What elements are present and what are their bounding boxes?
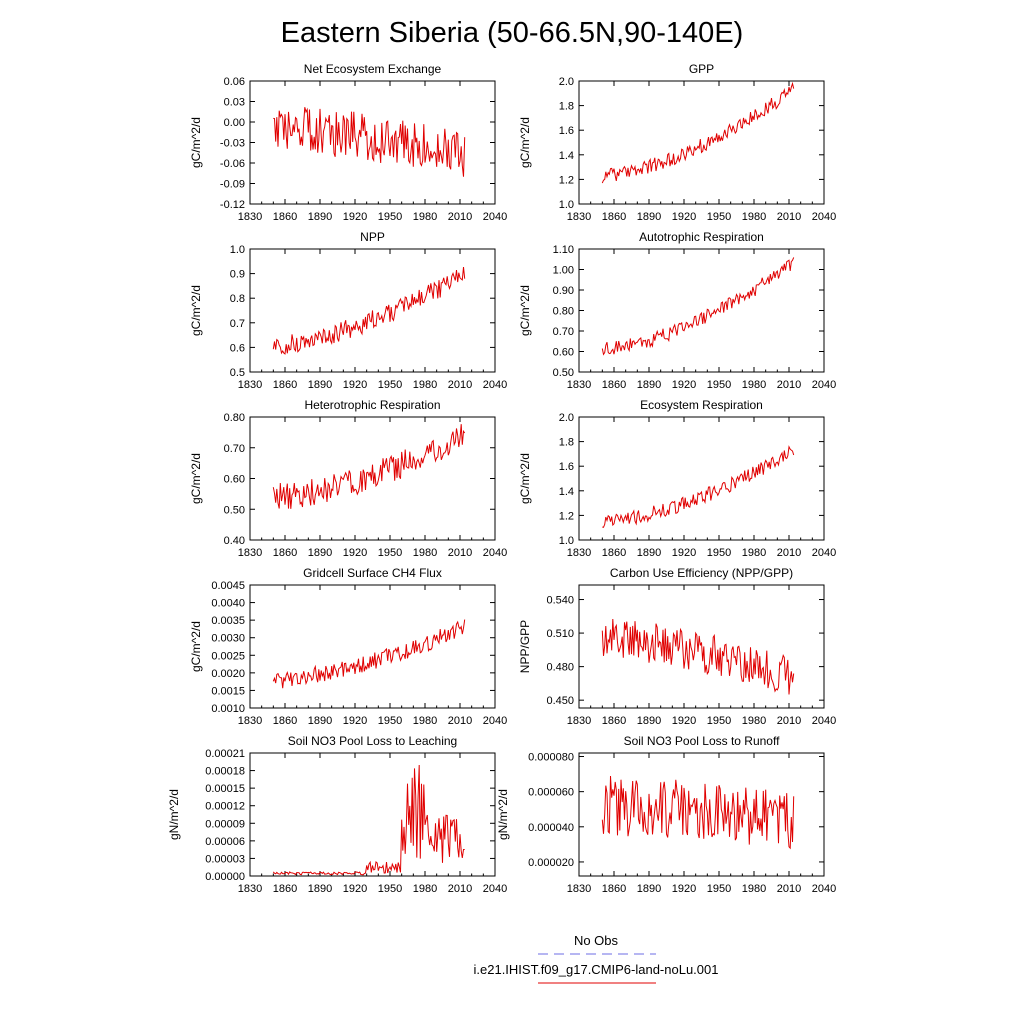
x-tick-label: 2040: [811, 715, 837, 727]
y-tick-label: 0.00015: [205, 783, 245, 796]
x-tick-label: 1950: [377, 883, 403, 895]
plot-frame: [250, 753, 495, 876]
panel-5: [189, 398, 507, 559]
y-tick-label: 0.00: [223, 117, 245, 129]
x-tick-label: 1890: [307, 211, 333, 223]
y-tick-label: 1.8: [558, 100, 574, 113]
x-tick-label: 1920: [342, 211, 368, 223]
x-tick-label: 2010: [447, 547, 473, 559]
x-tick-label: 2010: [447, 883, 473, 895]
series-line: [273, 620, 464, 689]
x-tick-label: 1830: [237, 379, 263, 391]
x-tick-label: 1890: [636, 715, 662, 727]
x-tick-label: 1860: [272, 883, 298, 895]
y-tick-label: 1.00: [552, 264, 574, 277]
y-tick-label: 1.0: [558, 199, 574, 211]
x-tick-label: 1920: [671, 211, 697, 223]
y-tick-label: 1.6: [558, 461, 574, 474]
y-axis-label: gC/m^2/d: [518, 285, 532, 336]
plot-frame: [579, 249, 824, 372]
x-tick-label: 1860: [601, 211, 627, 223]
x-tick-label: 1920: [342, 547, 368, 559]
plot-frame: [250, 417, 495, 540]
y-tick-label: 0.00012: [205, 800, 245, 813]
y-tick-label: 1.0: [558, 535, 574, 547]
x-tick-label: 2040: [482, 211, 508, 223]
x-tick-label: 1830: [566, 211, 592, 223]
panel-9: [167, 734, 507, 895]
x-tick-label: 1950: [377, 547, 403, 559]
x-tick-label: 1980: [741, 547, 767, 559]
x-tick-label: 2010: [776, 715, 802, 727]
series-line: [273, 267, 464, 354]
x-tick-label: 2040: [482, 715, 508, 727]
y-tick-label: 1.6: [558, 125, 574, 138]
y-axis-label: gC/m^2/d: [518, 453, 532, 504]
y-tick-label: 0.450: [546, 695, 574, 708]
y-tick-label: 0.60: [552, 346, 574, 359]
x-tick-label: 1920: [342, 379, 368, 391]
y-tick-label: 0.00003: [205, 853, 245, 866]
x-tick-label: 2040: [811, 547, 837, 559]
y-tick-label: 0.5: [229, 367, 245, 379]
legend-label-model: i.e21.IHIST.f09_g17.CMIP6-land-noLu.001: [473, 962, 719, 977]
x-tick-label: 1890: [636, 883, 662, 895]
x-tick-label: 1920: [671, 547, 697, 559]
y-tick-label: 0.00009: [205, 818, 245, 831]
x-tick-label: 1950: [706, 883, 732, 895]
y-tick-label: 0.50: [552, 367, 574, 379]
y-tick-label: 1.2: [558, 174, 574, 187]
x-tick-label: 1980: [412, 211, 438, 223]
legend-label-no-obs: No Obs: [573, 933, 619, 948]
y-tick-label: 0.40: [223, 535, 245, 547]
x-tick-label: 2010: [447, 379, 473, 391]
x-tick-label: 2040: [482, 883, 508, 895]
y-tick-label: -0.03: [219, 137, 245, 150]
panel-title: Autotrophic Respiration: [639, 230, 764, 244]
y-tick-label: 0.0010: [211, 703, 245, 715]
x-tick-label: 1920: [671, 715, 697, 727]
series-line: [602, 776, 793, 848]
y-tick-label: -0.12: [219, 199, 245, 211]
y-axis-label: gN/m^2/d: [496, 789, 510, 840]
y-tick-label: 0.510: [546, 628, 574, 641]
y-tick-label: 0.0025: [211, 650, 245, 663]
x-tick-label: 2010: [776, 379, 802, 391]
series-line: [273, 765, 464, 875]
x-tick-label: 1980: [741, 883, 767, 895]
y-tick-label: 0.00000: [205, 871, 245, 883]
panel-title: Heterotrophic Respiration: [304, 398, 441, 412]
y-tick-label: 1.10: [552, 244, 574, 256]
y-tick-label: 0.90: [552, 285, 574, 297]
y-tick-label: 0.0020: [211, 667, 245, 680]
y-axis-label: gC/m^2/d: [189, 117, 203, 168]
series-line: [273, 424, 464, 509]
x-tick-label: 1830: [566, 547, 592, 559]
y-tick-label: 0.8: [229, 293, 245, 306]
x-tick-label: 1890: [636, 547, 662, 559]
y-tick-label: 0.60: [223, 473, 245, 486]
panel-6: [518, 398, 836, 559]
x-tick-label: 2040: [482, 379, 508, 391]
y-tick-label: 0.480: [546, 661, 574, 674]
x-tick-label: 1980: [412, 883, 438, 895]
series-line: [273, 107, 464, 177]
x-tick-label: 1920: [342, 883, 368, 895]
x-tick-label: 2010: [776, 547, 802, 559]
x-tick-label: 1950: [706, 211, 732, 223]
y-axis-label: gC/m^2/d: [189, 453, 203, 504]
y-tick-label: 1.8: [558, 436, 574, 449]
x-tick-label: 2010: [447, 715, 473, 727]
plot-frame: [579, 417, 824, 540]
y-tick-label: 0.70: [552, 326, 574, 338]
panel-2: [518, 62, 836, 223]
y-tick-label: 0.000080: [528, 751, 574, 764]
panel-1: [189, 62, 507, 223]
x-tick-label: 2040: [811, 883, 837, 895]
x-tick-label: 1830: [566, 715, 592, 727]
x-tick-label: 1950: [377, 211, 403, 223]
y-axis-label: gC/m^2/d: [518, 117, 532, 168]
y-tick-label: -0.06: [219, 158, 245, 170]
x-tick-label: 1890: [307, 883, 333, 895]
y-tick-label: 0.9: [229, 268, 245, 281]
y-tick-label: 0.6: [229, 342, 245, 355]
x-tick-label: 1830: [237, 715, 263, 727]
x-tick-label: 1830: [566, 379, 592, 391]
y-axis-label: gN/m^2/d: [167, 789, 181, 840]
y-tick-label: 0.50: [223, 504, 245, 517]
x-tick-label: 1860: [272, 379, 298, 391]
x-tick-label: 2010: [776, 883, 802, 895]
x-tick-label: 1980: [412, 715, 438, 727]
x-tick-label: 1920: [342, 715, 368, 727]
x-tick-label: 1980: [741, 379, 767, 391]
x-tick-label: 1860: [601, 715, 627, 727]
panel-10: [496, 734, 836, 895]
y-tick-label: 0.000060: [528, 786, 574, 799]
series-line: [602, 619, 793, 695]
y-tick-label: 0.03: [223, 96, 245, 109]
x-tick-label: 1950: [706, 715, 732, 727]
x-tick-label: 2040: [811, 379, 837, 391]
x-tick-label: 1890: [307, 379, 333, 391]
x-tick-label: 1890: [307, 547, 333, 559]
x-tick-label: 1890: [636, 379, 662, 391]
y-tick-label: 0.80: [552, 305, 574, 318]
y-tick-label: 0.0040: [211, 597, 245, 610]
x-tick-label: 1830: [237, 883, 263, 895]
y-tick-label: 0.06: [223, 76, 245, 88]
panel-4: [518, 230, 836, 391]
legend: [474, 933, 719, 983]
y-tick-label: 2.0: [558, 76, 574, 88]
y-tick-label: 0.80: [223, 412, 245, 424]
y-tick-label: 1.0: [229, 244, 245, 256]
panel-title: GPP: [688, 62, 715, 76]
y-axis-label: gC/m^2/d: [189, 621, 203, 672]
x-tick-label: 1860: [601, 379, 627, 391]
y-tick-label: 1.2: [558, 510, 574, 523]
x-tick-label: 1950: [706, 379, 732, 391]
x-tick-label: 1980: [412, 379, 438, 391]
panel-title: Net Ecosystem Exchange: [303, 62, 442, 76]
y-tick-label: 0.540: [546, 594, 574, 607]
x-tick-label: 2010: [776, 211, 802, 223]
y-tick-label: 0.00018: [205, 765, 245, 778]
x-tick-label: 2040: [811, 211, 837, 223]
x-tick-label: 1980: [741, 715, 767, 727]
panel-title: Soil NO3 Pool Loss to Leaching: [287, 734, 458, 748]
series-line: [602, 84, 793, 184]
x-tick-label: 1860: [601, 547, 627, 559]
plot-frame: [250, 585, 495, 708]
plot-frame: [579, 81, 824, 204]
x-tick-label: 1830: [237, 211, 263, 223]
x-tick-label: 1950: [377, 379, 403, 391]
y-tick-label: 2.0: [558, 412, 574, 424]
x-tick-label: 2010: [447, 211, 473, 223]
x-tick-label: 1860: [272, 211, 298, 223]
x-tick-label: 1890: [636, 211, 662, 223]
y-tick-label: 0.70: [223, 442, 245, 455]
y-tick-label: 1.4: [558, 149, 574, 162]
series-line: [602, 257, 793, 354]
panel-8: [518, 566, 836, 727]
panel-title: Soil NO3 Pool Loss to Runoff: [623, 734, 780, 748]
panels: [167, 62, 836, 895]
y-tick-label: 0.000020: [528, 856, 574, 869]
y-tick-label: 1.4: [558, 485, 574, 498]
y-tick-label: 0.7: [229, 317, 245, 330]
x-tick-label: 2040: [482, 547, 508, 559]
series-line: [602, 447, 793, 528]
y-axis-label: gC/m^2/d: [189, 285, 203, 336]
x-tick-label: 1920: [671, 379, 697, 391]
x-tick-label: 1920: [671, 883, 697, 895]
panel-title: Ecosystem Respiration: [640, 398, 763, 412]
y-tick-label: -0.09: [219, 178, 245, 191]
y-tick-label: 0.00021: [205, 748, 245, 760]
x-tick-label: 1860: [601, 883, 627, 895]
y-tick-label: 0.0015: [211, 685, 245, 698]
y-tick-label: 0.0035: [211, 615, 245, 628]
y-tick-label: 0.0045: [211, 580, 245, 592]
x-tick-label: 1860: [272, 715, 298, 727]
panel-title: Carbon Use Efficiency (NPP/GPP): [609, 566, 794, 580]
panel-title: Gridcell Surface CH4 Flux: [303, 566, 442, 580]
y-tick-label: 0.00006: [205, 835, 245, 848]
x-tick-label: 1980: [412, 547, 438, 559]
x-tick-label: 1950: [706, 547, 732, 559]
figure-title: Eastern Siberia (50-66.5N,90-140E): [280, 17, 744, 49]
x-tick-label: 1830: [237, 547, 263, 559]
x-tick-label: 1950: [377, 715, 403, 727]
x-tick-label: 1980: [741, 211, 767, 223]
x-tick-label: 1860: [272, 547, 298, 559]
panel-7: [189, 566, 507, 727]
y-axis-label: NPP/GPP: [518, 619, 532, 674]
x-tick-label: 1830: [566, 883, 592, 895]
x-tick-label: 1890: [307, 715, 333, 727]
y-tick-label: 0.000040: [528, 821, 574, 834]
y-tick-label: 0.0030: [211, 632, 245, 645]
panel-title: NPP: [360, 230, 385, 244]
panel-3: [189, 230, 507, 391]
